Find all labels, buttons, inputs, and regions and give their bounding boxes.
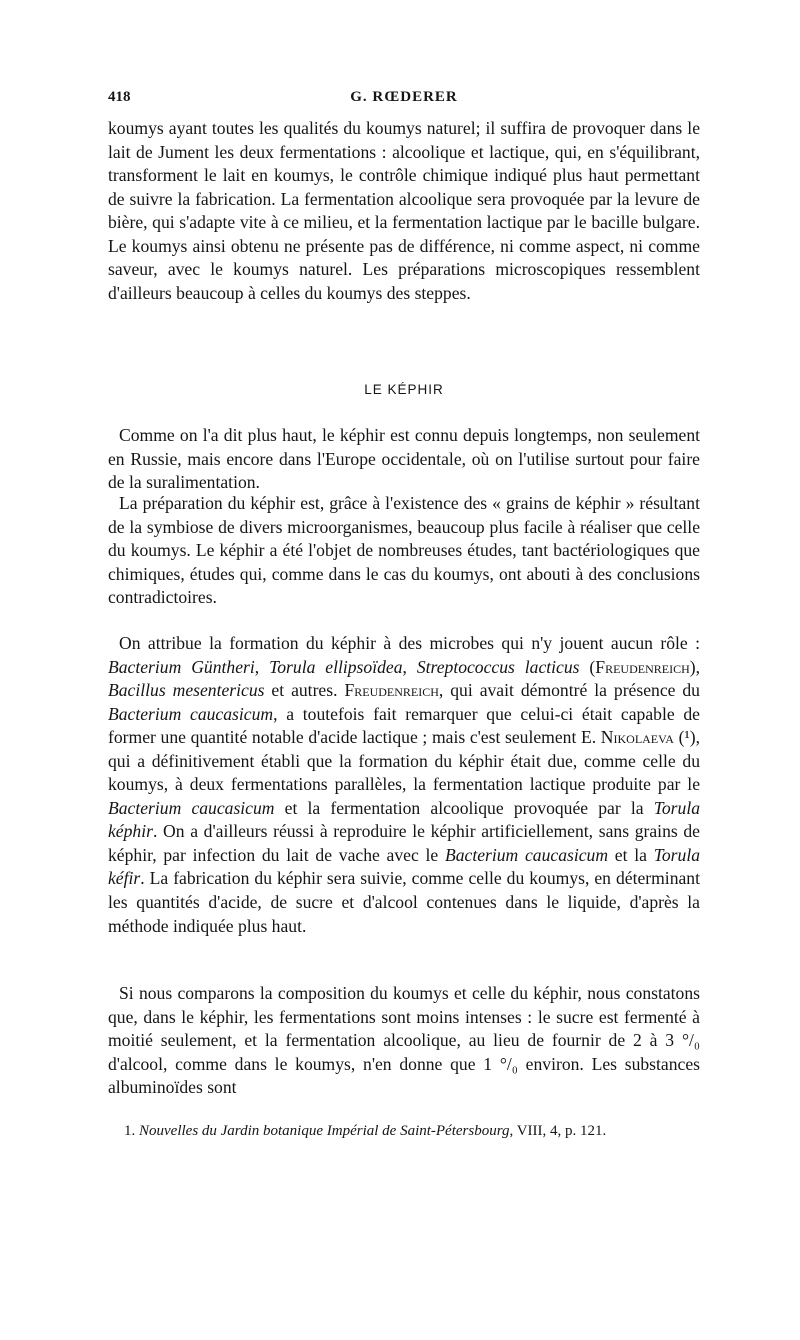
species-name: Bacterium caucasicum <box>108 703 274 724</box>
footnote-title: Nouvelles du Jardin botanique Impérial de Saint-Pétersbourg <box>139 1123 510 1139</box>
paragraph-2-text: Comme on l'a dit plus haut, le képhir est connu depuis longtemps, non seulement en Russie, mais encore dans l'Europe occidentale, où on l'utilise surtout pour faire de la suralimentation. <box>108 425 700 493</box>
text-run: , <box>402 656 417 677</box>
text-run: , qui avait démontré la présence du <box>438 680 700 701</box>
species-name: Bacillus mesentericus <box>108 680 265 701</box>
text-run: . La fabrication du képhir sera suivie, comme celle du koumys, en déterminant les quantités d'acide, de sucre et d'alcool contenues dans le liquide, d'après la méthode indiquée plus haut. <box>108 868 700 936</box>
author-name: Freudenreich <box>595 656 690 677</box>
species-name: Torula képhir <box>108 797 700 842</box>
species-name: Streptococcus lacticus <box>416 656 580 677</box>
author-name: Nikolaeva <box>600 727 674 748</box>
text-run: , a toutefois fait remarquer que celui-ci était capable de former une quantité notable d'acide lactique ; mais c'est seulement E. <box>108 703 700 748</box>
running-head <box>108 89 700 109</box>
footnote-number: 1. <box>124 1123 136 1139</box>
text-run: . On a d'ailleurs réussi à reproduire le képhir artificiellement, sans grains de képhir, par infection du lait de vache avec le <box>108 821 700 865</box>
paragraph-1 <box>108 117 700 305</box>
text-run: (¹), qui a définitivement établi que la formation du képhir était due, comme celle du koumys, à deux fermentations parallèles, la fermentation lactique produite par le <box>108 727 700 795</box>
paragraph-1-text: koumys ayant toutes les qualités du koumys naturel; il suffira de provoquer dans le lait de Jument les deux fermentations : alcoolique et lactique, qui, en s'équilibrant, transforment le lait en koumys, le contrôle chimique indiqué plus haut permettant de suivre la fabrication. La fermentation alcoolique sera provoquée par la levure de bière, qui s'adapte vite à ce milieu, et la fermentation lactique par le bacille bulgare. Le koumys ainsi obtenu ne présente pas de différence, ni comme aspect, ni comme saveur, avec le koumys naturel. Les préparations microscopiques ressemblent d'ailleurs beaucoup à celles du koumys des steppes. <box>108 118 700 303</box>
paragraph-2 <box>108 424 700 495</box>
paragraph-5 <box>108 982 700 1100</box>
page-number: 418 <box>108 89 131 105</box>
species-name: Bacterium Güntheri <box>108 656 255 677</box>
paragraph-4 <box>108 632 700 938</box>
footnote-reference: , VIII, 4, p. 121. <box>509 1123 607 1139</box>
paragraph-4-text <box>108 632 700 938</box>
text-run: ( <box>579 656 596 677</box>
text-run: , <box>254 656 270 677</box>
section-title: LE KÉPHIR <box>364 382 444 397</box>
species-name: Bacterium caucasicum <box>108 797 275 818</box>
text-run: et la <box>608 844 654 865</box>
paragraph-3 <box>108 492 700 610</box>
footnote <box>124 1123 700 1140</box>
author-name: Freudenreich <box>344 680 439 701</box>
text-run: et la fermentation alcoolique provoquée par la <box>274 797 654 818</box>
text-run: et autres. <box>264 680 345 701</box>
paragraph-3-text: La préparation du képhir est, grâce à l'existence des « grains de képhir » résultant de la symbiose de divers microorganismes, beaucoup plus facile à réaliser que celle du koumys. Le képhir a été l'objet de nombreuses études, tant bactériologiques que chimiques, études qui, comme dans le cas du koumys, ont abouti à des conclusions contradictoires. <box>108 493 700 608</box>
species-name: Torula ellipsoïdea <box>269 656 403 677</box>
text-run: ), <box>689 656 701 677</box>
running-head-author: G. RŒDERER <box>350 89 458 105</box>
text-run: On attribue la formation du képhir à des microbes qui n'y jouent aucun rôle : <box>119 633 700 653</box>
paragraph-5-text: Si nous comparons la composition du koumys et celle du képhir, nous constatons que, dans le képhir, les fermentations sont moins intenses : le sucre est fermenté à moitié seulement, et la fermentation alcoolique, au lieu de fournir de 2 à 3 °/₀ d'alcool, comme dans le koumys, n'en donne que 1 °/₀ environ. Les substances albuminoïdes sont <box>108 983 700 1098</box>
species-name: Bacterium caucasicum <box>444 844 609 865</box>
species-name: Torula kéfir <box>108 844 700 889</box>
